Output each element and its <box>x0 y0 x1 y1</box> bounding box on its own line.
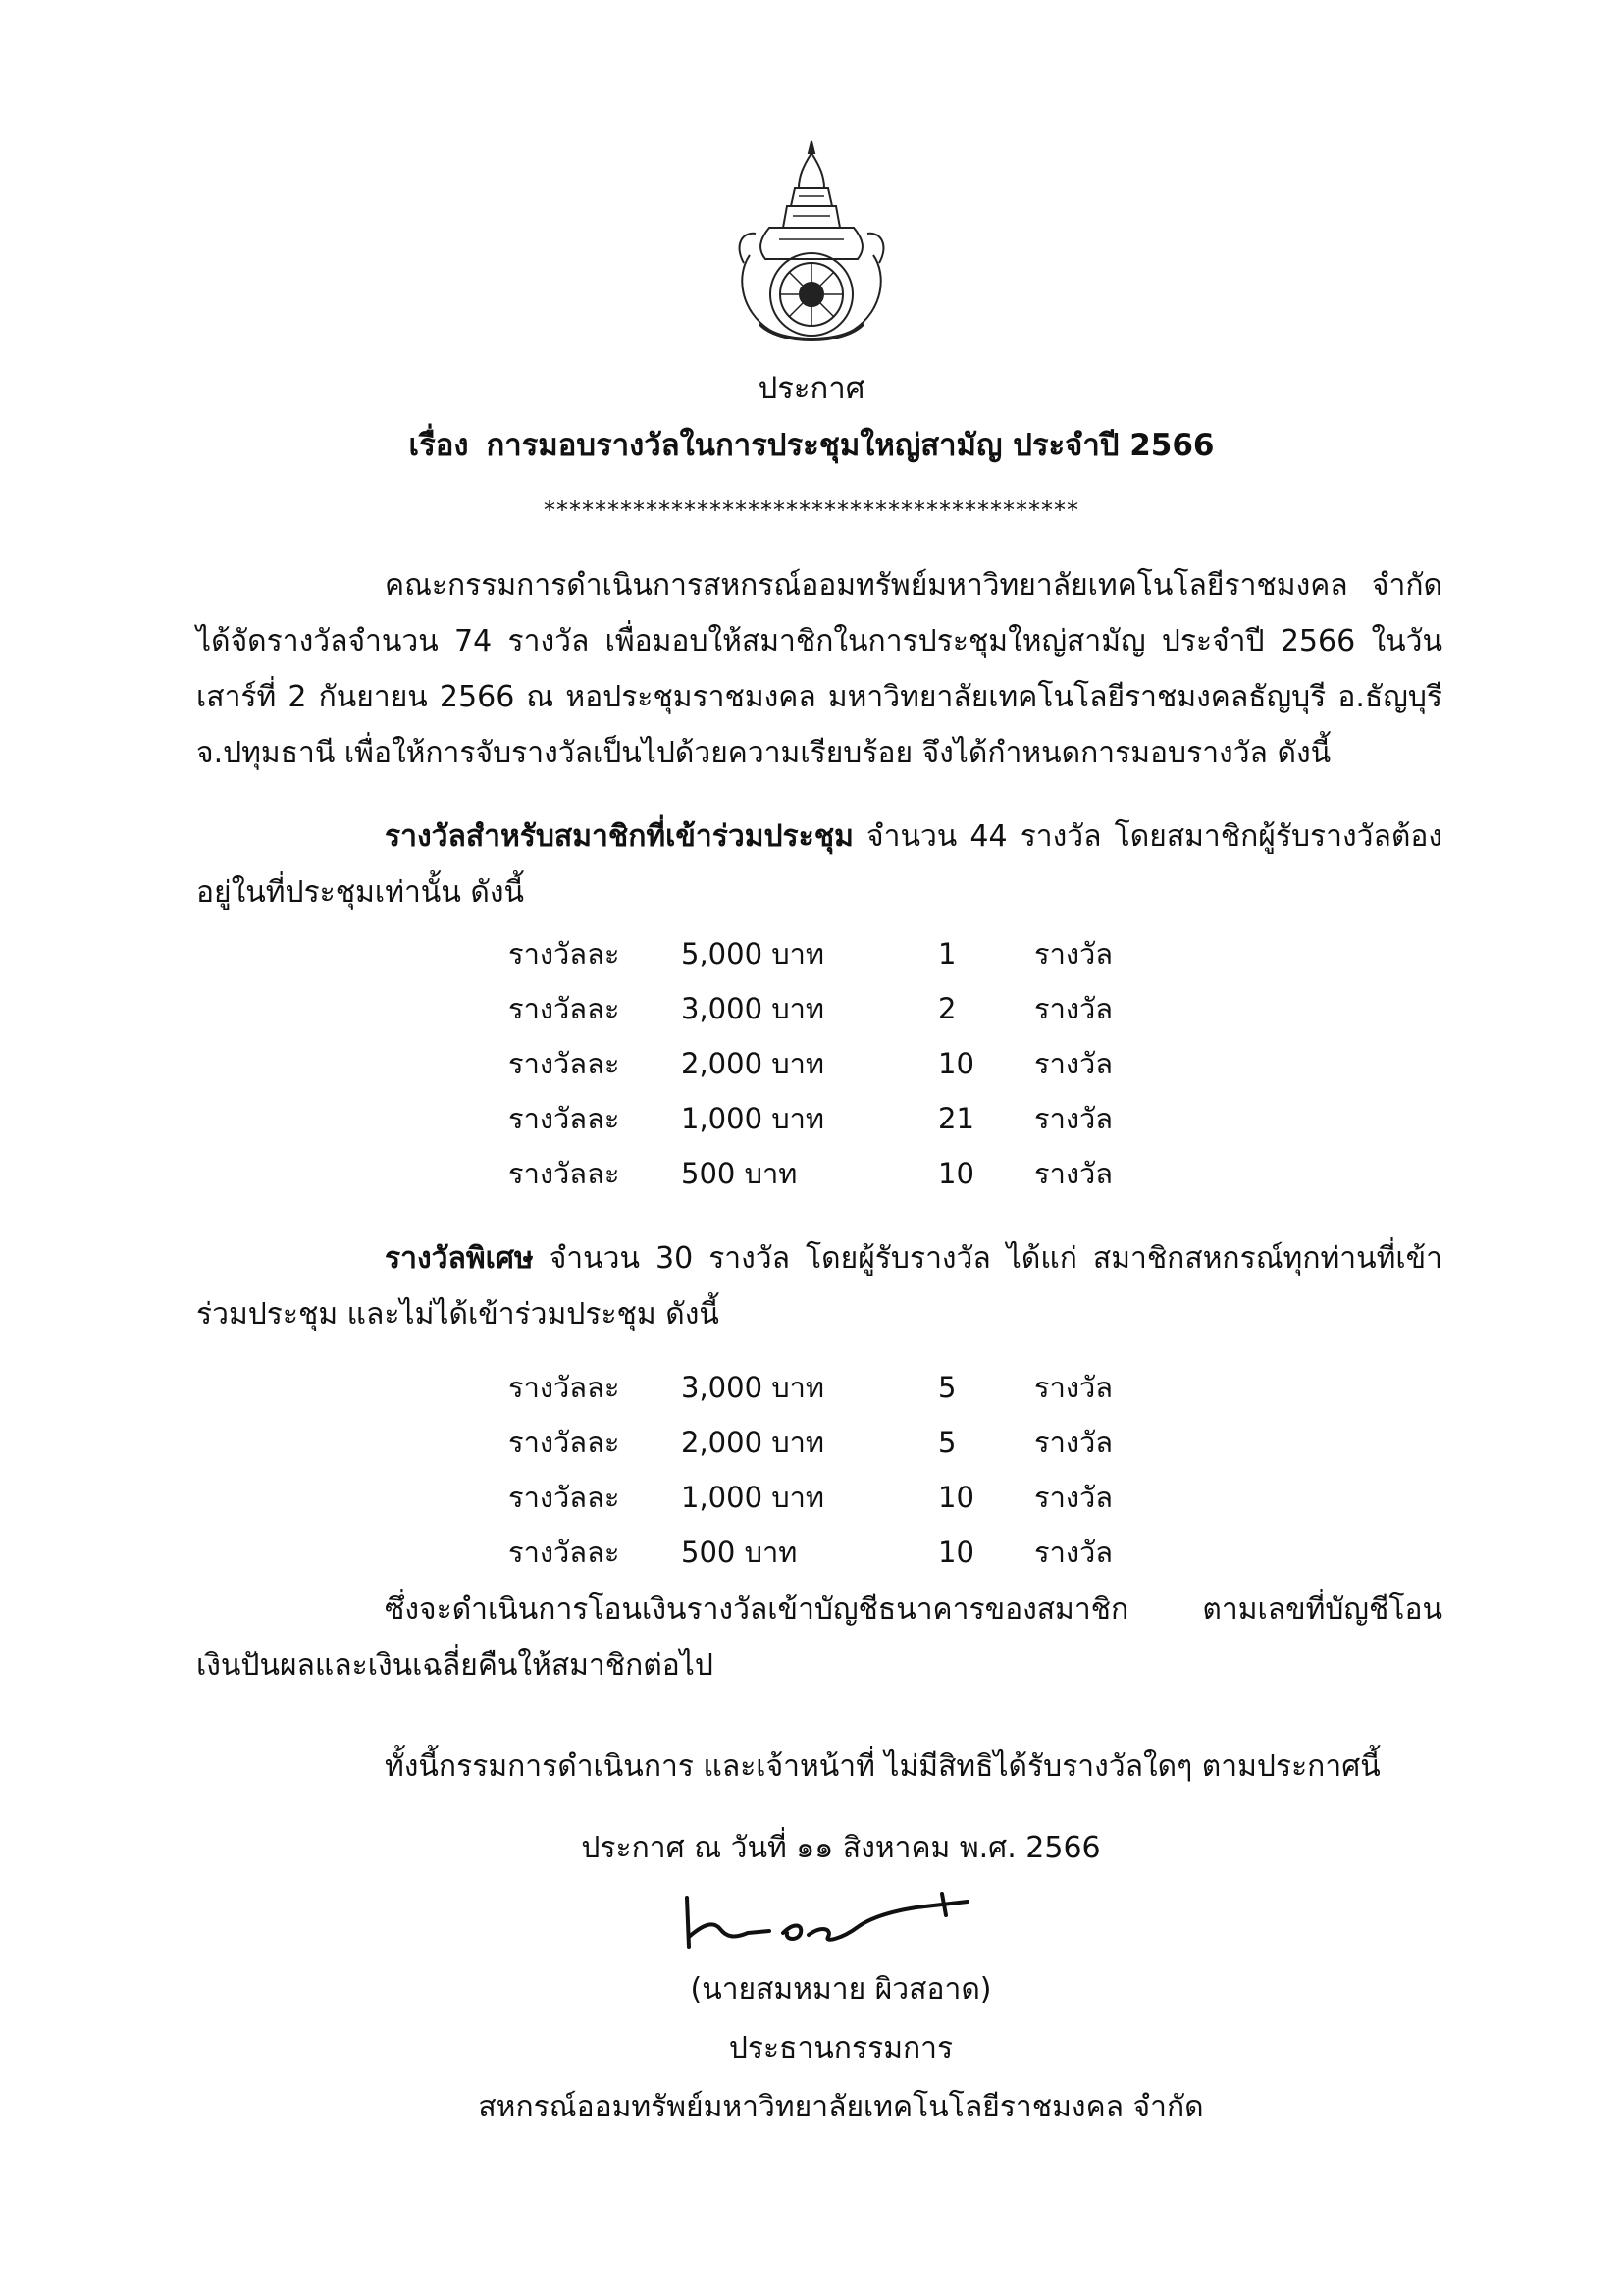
section1-prize-table <box>508 926 1172 1201</box>
prize-amount: 1,000 บาท <box>681 1102 825 1135</box>
prize-amount: 500 บาท <box>681 1157 798 1190</box>
prize-amount: 500 บาท <box>681 1536 798 1569</box>
table-row <box>508 1415 1172 1470</box>
prize-unit: รางวัล <box>1034 1157 1114 1190</box>
signer-name: (นายสมหมาย ผิวสอาด) <box>690 1972 992 2007</box>
intro-paragraph: คณะกรรมการดำเนินการสหกรณ์ออมทรัพย์มหาวิทยาลัยเทคโนโลยีราชมงคล จำกัด ได้จัดรางวัลจำนวน 74 รางวัล เพื่อมอบให้สมาชิกในการประชุมใหญ่สามัญ ประจำปี 2566 ในวันเสาร์ที่ 2 กันยายน 2566 ณ หอประชุมราชมงคล มหาวิทยาลัยเทคโนโลยีราชมงคลธัญบุรี อ.ธัญบุรี จ.ปทุมธานี เพื่อให้การจับรางวัลเป็นไปด้วยความเรียบร้อย จึงได้กำหนดการมอบรางวัล ดังนี้ <box>196 568 1442 770</box>
prize-count: 5 <box>938 1371 957 1404</box>
prize-count: 5 <box>938 1426 957 1459</box>
section2-heading: รางวัลพิเศษ <box>385 1241 534 1276</box>
announcement-date: ประกาศ ณ วันที่ ๑๑ สิงหาคม พ.ศ. 2566 <box>581 1831 1101 1865</box>
section1-text: จำนวน 44 รางวัล โดยสมาชิกผู้รับรางวัลต้องอยู่ในที่ประชุมเท่านั้น ดังนี้ <box>196 819 1442 910</box>
prize-amount: 3,000 บาท <box>681 992 825 1025</box>
table-row <box>508 981 1172 1036</box>
table-row <box>508 1091 1172 1146</box>
prize-label: รางวัลละ <box>508 1047 620 1080</box>
section2-paragraph <box>196 1230 1442 1342</box>
prize-amount: 1,000 บาท <box>681 1481 825 1514</box>
prize-unit: รางวัล <box>1034 992 1114 1025</box>
handwritten-signature-icon <box>675 1878 989 1960</box>
transfer-paragraph: ซึ่งจะดำเนินการโอนเงินรางวัลเข้าบัญชีธนาคารของสมาชิก ตามเลขที่บัญชีโอนเงินปันผลและเงินเฉลี่ยคืนให้สมาชิกต่อไป <box>196 1592 1442 1683</box>
document-title: ประกาศ <box>758 371 865 406</box>
prize-label: รางวัลละ <box>508 1157 620 1190</box>
prize-unit: รางวัล <box>1034 1047 1114 1080</box>
prize-count: 2 <box>938 992 957 1025</box>
prize-label: รางวัลละ <box>508 1371 620 1404</box>
prize-unit: รางวัล <box>1034 1102 1114 1135</box>
prize-count: 1 <box>938 937 957 970</box>
prize-label: รางวัลละ <box>508 992 620 1025</box>
prize-label: รางวัลละ <box>508 1102 620 1135</box>
section1-paragraph <box>196 809 1442 920</box>
signer-position: ประธานกรรมการ <box>728 2031 954 2065</box>
prize-amount: 2,000 บาท <box>681 1426 825 1459</box>
prize-unit: รางวัล <box>1034 1481 1114 1514</box>
table-row <box>508 1360 1172 1415</box>
section2-prize-table <box>508 1360 1172 1580</box>
organization-name: สหกรณ์ออมทรัพย์มหาวิทยาลัยเทคโนโลยีราชมงคล จำกัด <box>478 2090 1204 2124</box>
prize-amount: 3,000 บาท <box>681 1371 825 1404</box>
table-row <box>508 1146 1172 1201</box>
prize-count: 10 <box>938 1047 974 1080</box>
prize-label: รางวัลละ <box>508 1536 620 1569</box>
prize-unit: รางวัล <box>1034 1371 1114 1404</box>
separator-line: ****************************************** <box>544 496 1079 524</box>
prize-amount: 5,000 บาท <box>681 937 825 970</box>
prize-amount: 2,000 บาท <box>681 1047 825 1080</box>
prize-unit: รางวัล <box>1034 1536 1114 1569</box>
table-row <box>508 926 1172 981</box>
subject-label: เรื่อง <box>408 428 469 463</box>
subject-text: การมอบรางวัลในการประชุมใหญ่สามัญ ประจำปี 2566 <box>486 428 1215 463</box>
university-emblem-icon <box>730 137 893 349</box>
table-row <box>508 1036 1172 1091</box>
prize-unit: รางวัล <box>1034 1426 1114 1459</box>
prize-unit: รางวัล <box>1034 937 1114 970</box>
table-row <box>508 1470 1172 1525</box>
prize-count: 10 <box>938 1157 974 1190</box>
exclusion-paragraph: ทั้งนี้กรรมการดำเนินการ และเจ้าหน้าที่ ไม่มีสิทธิได้รับรางวัลใดๆ ตามประกาศนี้ <box>385 1749 1381 1784</box>
prize-label: รางวัลละ <box>508 1481 620 1514</box>
table-row <box>508 1525 1172 1580</box>
prize-count: 21 <box>938 1102 974 1135</box>
prize-label: รางวัลละ <box>508 1426 620 1459</box>
prize-count: 10 <box>938 1481 974 1514</box>
prize-label: รางวัลละ <box>508 937 620 970</box>
section1-heading: รางวัลสำหรับสมาชิกที่เข้าร่วมประชุม <box>385 819 854 854</box>
section2-text: จำนวน 30 รางวัล โดยผู้รับรางวัล ได้แก่ สมาชิกสหกรณ์ทุกท่านที่เข้าร่วมประชุม และไม่ได้เข้าร่วมประชุม ดังนี้ <box>196 1241 1442 1331</box>
document-subject <box>0 426 1623 465</box>
prize-count: 10 <box>938 1536 974 1569</box>
